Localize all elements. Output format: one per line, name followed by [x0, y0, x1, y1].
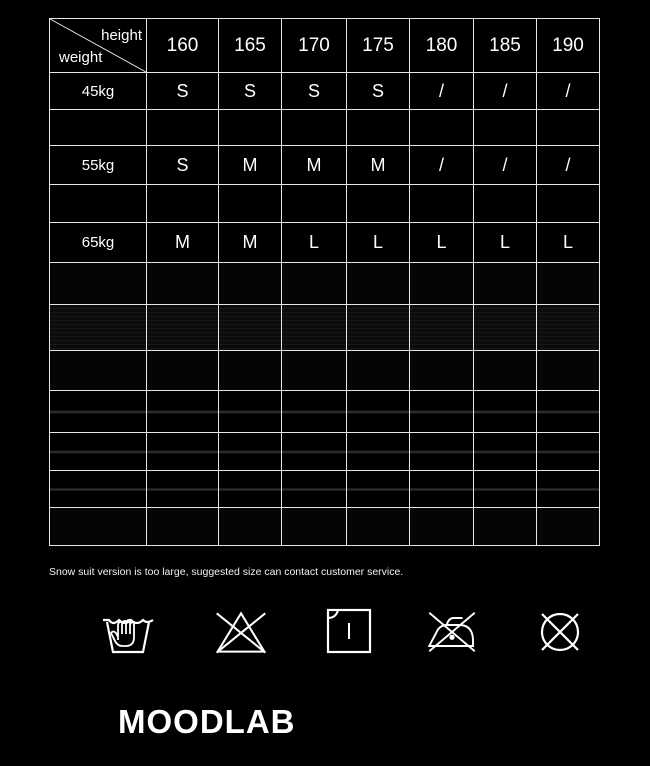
- weight-cell: 55kg: [50, 146, 147, 185]
- table-row: [50, 146, 600, 185]
- size-cell: S: [282, 73, 347, 110]
- weight-axis-label: weight: [59, 49, 103, 66]
- height-header: 175: [347, 19, 410, 73]
- size-cell: M: [347, 146, 410, 185]
- corner-header-cell: [50, 19, 147, 73]
- size-cell: [537, 185, 600, 223]
- size-cell: [410, 110, 474, 146]
- size-cell: [410, 185, 474, 223]
- size-cell: /: [410, 73, 474, 110]
- do-not-dry-clean-icon: [532, 606, 588, 658]
- size-cell: [219, 110, 282, 146]
- table-row: [50, 73, 600, 110]
- size-cell: [219, 185, 282, 223]
- size-cell: L: [347, 223, 410, 263]
- height-axis-label: height: [101, 27, 142, 44]
- size-cell: [474, 110, 537, 146]
- size-cell: /: [537, 73, 600, 110]
- size-cell: M: [147, 223, 219, 263]
- size-cell: L: [410, 223, 474, 263]
- size-cell: S: [147, 146, 219, 185]
- size-cell: [537, 110, 600, 146]
- weight-cell: [50, 110, 147, 146]
- size-cell: M: [219, 146, 282, 185]
- size-cell: M: [219, 223, 282, 263]
- size-cell: [474, 185, 537, 223]
- hang-dry-icon: [322, 606, 378, 658]
- height-header: 170: [282, 19, 347, 73]
- size-cell: L: [474, 223, 537, 263]
- size-cell: [147, 185, 219, 223]
- size-cell: [282, 110, 347, 146]
- size-cell: [347, 110, 410, 146]
- size-cell: /: [537, 146, 600, 185]
- height-header: 190: [537, 19, 600, 73]
- empty-row: [50, 351, 600, 391]
- weight-cell: [50, 185, 147, 223]
- empty-row: [50, 263, 600, 305]
- do-not-iron-icon: [424, 606, 480, 658]
- table-row: [50, 223, 600, 263]
- size-cell: [282, 185, 347, 223]
- size-cell: [347, 185, 410, 223]
- size-cell: /: [474, 146, 537, 185]
- height-header: 165: [219, 19, 282, 73]
- brand-logo: MOODLAB: [118, 703, 296, 740]
- table-row-blurred: [50, 110, 600, 146]
- weight-cell: 45kg: [50, 73, 147, 110]
- table-row-blurred: [50, 185, 600, 223]
- height-header: 160: [147, 19, 219, 73]
- header-row: [50, 19, 600, 73]
- size-chart-table: [49, 18, 600, 546]
- weight-cell: 65kg: [50, 223, 147, 263]
- size-cell: L: [282, 223, 347, 263]
- empty-row: [50, 433, 600, 471]
- empty-row: [50, 305, 600, 351]
- size-cell: S: [347, 73, 410, 110]
- height-header: 185: [474, 19, 537, 73]
- size-cell: M: [282, 146, 347, 185]
- empty-row: [50, 391, 600, 433]
- size-cell: S: [147, 73, 219, 110]
- size-cell: /: [474, 73, 537, 110]
- size-cell: S: [219, 73, 282, 110]
- empty-row: [50, 508, 600, 546]
- size-cell: [147, 110, 219, 146]
- empty-row: [50, 471, 600, 508]
- size-cell: /: [410, 146, 474, 185]
- do-not-bleach-icon: [213, 606, 269, 658]
- size-cell: L: [537, 223, 600, 263]
- hand-wash-icon: [100, 606, 156, 658]
- height-header: 180: [410, 19, 474, 73]
- sizing-note: Snow suit version is too large, suggested size can contact customer service.: [49, 566, 404, 578]
